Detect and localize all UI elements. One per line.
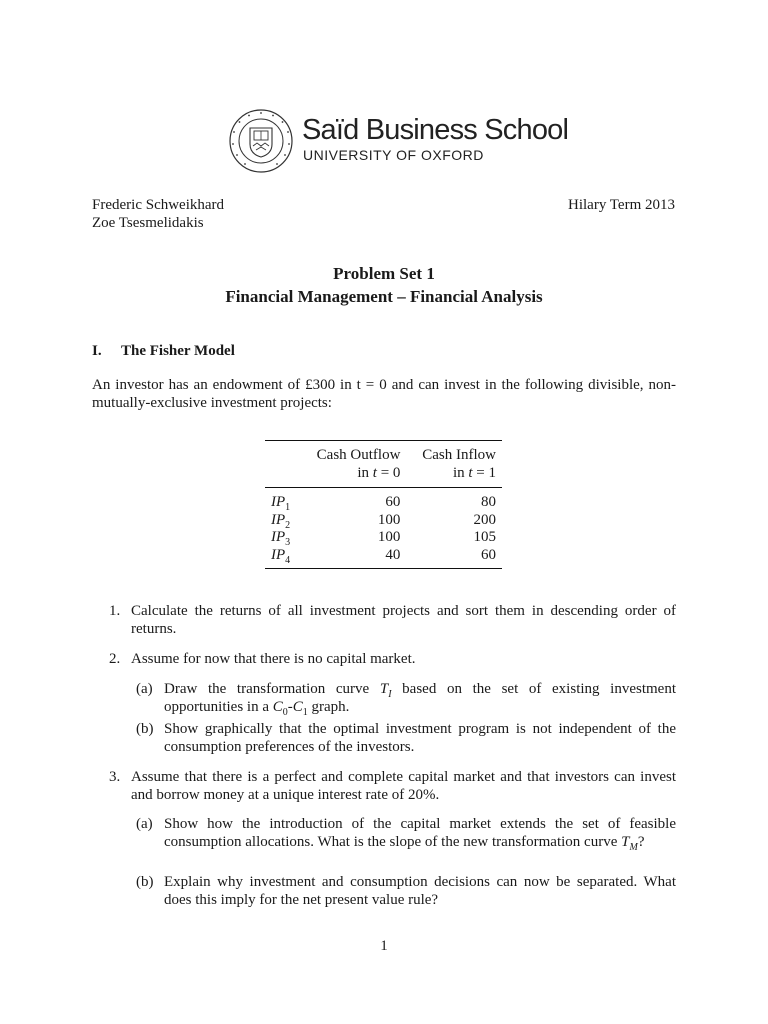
question-text: Assume for now that there is no capital market. bbox=[131, 651, 416, 667]
term-label: Hilary Term 2013 bbox=[568, 197, 675, 213]
author-name: Frederic Schweikhard bbox=[92, 197, 225, 213]
outflow-cell: 40 bbox=[385, 546, 401, 563]
inflow-cell: 105 bbox=[473, 529, 496, 545]
outflow-cell: 100 bbox=[377, 511, 401, 528]
subquestion-label: (a) bbox=[136, 681, 153, 697]
outflow-cell: 100 bbox=[377, 529, 401, 545]
subquestion-label: (b) bbox=[136, 874, 154, 890]
question-text: Calculate the returns of all investment projects and sort them in descending order of returns. bbox=[131, 603, 676, 637]
project-label: $IP_4$ bbox=[271, 546, 291, 566]
column-header-inflow: Cash Inflow bbox=[422, 447, 496, 463]
column-header-inflow-period: in t = 1 bbox=[452, 464, 496, 481]
question-number: 3. bbox=[109, 769, 121, 785]
table-row bbox=[265, 529, 502, 547]
subquestion-text: Draw the transformation curve $T_I$ based on the set of existing investment opportunities in a $C_0-C_1$ graph. bbox=[164, 681, 676, 718]
question-number: 1. bbox=[109, 603, 121, 619]
table-row bbox=[265, 547, 502, 569]
document-subtitle: Financial Management – Financial Analysis bbox=[225, 287, 543, 306]
project-label: $IP_1$ bbox=[271, 494, 291, 513]
table-body bbox=[265, 488, 502, 569]
table-row bbox=[265, 512, 502, 530]
section-title: The Fisher Model bbox=[121, 343, 235, 359]
question-text: Assume that there is a perfect and complete capital market and that investors can invest and borrow money at a unique interest rate of 20%. bbox=[131, 769, 676, 803]
subquestion-label: (a) bbox=[136, 816, 153, 832]
intro-paragraph: An investor has an endowment of £300 in t = 0 and can invest in the following divisible, non-mutually-exclusive investment projects: bbox=[92, 377, 676, 411]
subquestion-label: (b) bbox=[136, 721, 154, 737]
school-name: Saïd Business School bbox=[302, 114, 569, 146]
page-number: 1 bbox=[380, 938, 388, 954]
subquestion-text: Show how the introduction of the capital market extends the set of feasible consumption allocations. What is the slope of the new transformation curve $T_M$? bbox=[164, 816, 676, 853]
inflow-cell: 80 bbox=[481, 494, 496, 510]
author-name: Zoe Tsesmelidakis bbox=[92, 215, 204, 231]
cash-flow-table bbox=[265, 440, 502, 569]
university-name: UNIVERSITY OF OXFORD bbox=[303, 147, 484, 163]
inflow-cell: 60 bbox=[481, 546, 496, 563]
table-row bbox=[265, 488, 502, 512]
inflow-cell: 200 bbox=[473, 511, 496, 528]
section-number: I. bbox=[92, 343, 102, 359]
document-title: Problem Set 1 bbox=[333, 264, 435, 283]
project-label: $IP_2$ bbox=[271, 511, 291, 531]
table-header-row bbox=[265, 441, 502, 465]
outflow-cell: 60 bbox=[385, 494, 401, 510]
project-label: $IP_3$ bbox=[271, 529, 291, 548]
question-number: 2. bbox=[109, 651, 121, 667]
column-header-outflow-period: in t = 0 bbox=[357, 464, 401, 481]
table-header-row bbox=[265, 465, 502, 488]
oxford-seal-logo bbox=[228, 108, 294, 174]
subquestion-text: Show graphically that the optimal investment program is not independent of the consumption preferences of the investors. bbox=[164, 721, 676, 755]
subquestion-text: Explain why investment and consumption decisions can now be separated. What does this imply for the net present value rule? bbox=[164, 874, 676, 908]
column-header-outflow: Cash Outflow bbox=[316, 447, 401, 463]
